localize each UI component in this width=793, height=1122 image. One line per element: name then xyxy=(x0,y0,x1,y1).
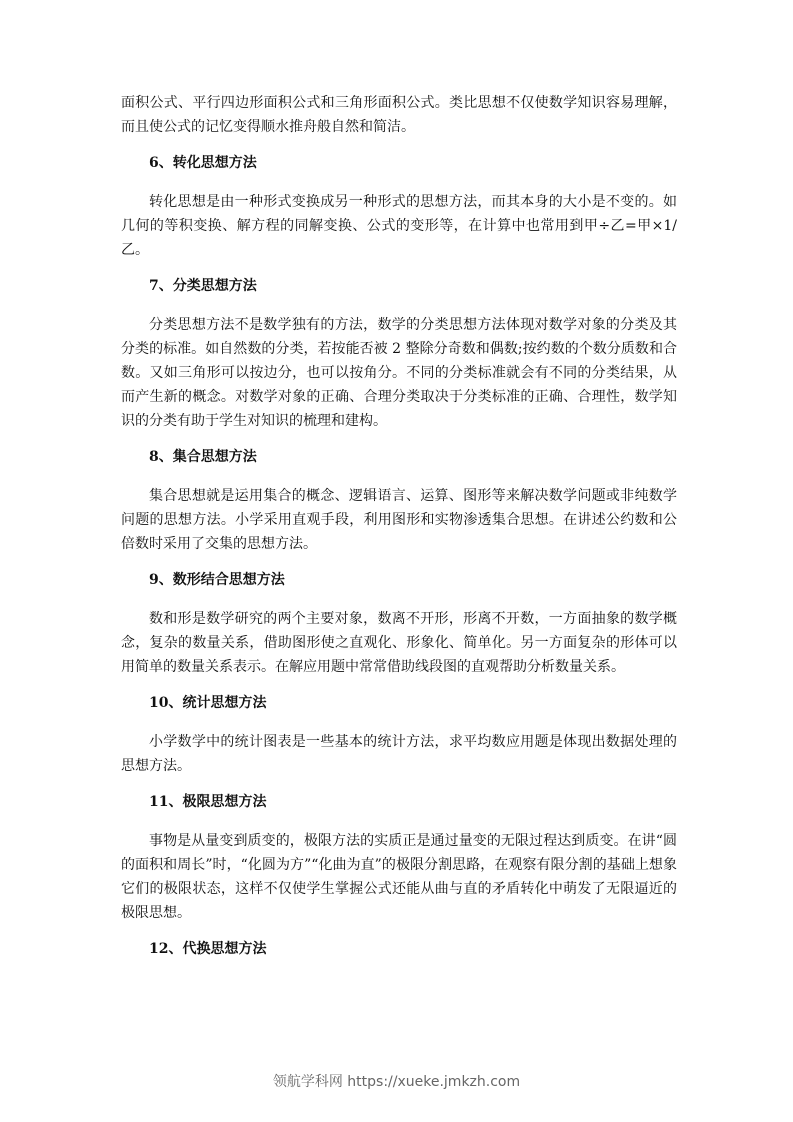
section-body-8: 集合思想就是运用集合的概念、逻辑语言、运算、图形等来解决数学问题或非纯数学问题的思想方法。小学采用直观手段，利用图形和实物渗透集合思想。在讲述公约数和公倍数时采用了交集的思想方法。 xyxy=(121,488,677,552)
section-heading-7: 7、分类思想方法 xyxy=(149,278,257,294)
section-heading-6: 6、转化思想方法 xyxy=(149,155,257,171)
footer-watermark: 领航学科网 https://xueke.jmkzh.com xyxy=(272,1074,521,1090)
section-body-11: 事物是从量变到质变的，极限方法的实质正是通过量变的无限过程达到质变。在讲“圆的面积和周长”时，“化圆为方”“化曲为直”的极限分割思路，在观察有限分割的基础上想象它们的极限状态，这样不仅使学生掌握公式还能从曲与直的矛盾转化中萌发了无限逼近的极限思想。 xyxy=(121,833,677,921)
section-body-6: 转化思想是由一种形式变换成另一种形式的思想方法，而其本身的大小是不变的。如几何的等积变换、解方程的同解变换、公式的变形等，在计算中也常用到甲÷乙=甲×1/乙。 xyxy=(121,194,677,258)
section-heading-10: 10、统计思想方法 xyxy=(149,695,267,711)
section-heading-11: 11、极限思想方法 xyxy=(149,794,267,810)
section-heading-8: 8、集合思想方法 xyxy=(149,449,257,465)
section-body-7: 分类思想方法不是数学独有的方法，数学的分类思想方法体现对数学对象的分类及其分类的标准。如自然数的分类，若按能否被 2 整除分奇数和偶数;按约数的个数分质数和合数。又如三角形可以按边分，也可以按角分。不同的分类标准就会有不同的分类结果，从而产生新的概念。对数学对象的正确、合理分类取决于分类标准的正确、合理性，数学知识的分类有助于学生对知识的梳理和建构。 xyxy=(121,317,677,429)
section-body-9: 数和形是数学研究的两个主要对象，数离不开形，形离不开数，一方面抽象的数学概念，复杂的数量关系，借助图形使之直观化、形象化、简单化。另一方面复杂的形体可以用简单的数量关系表示。在解应用题中常常借助线段图的直观帮助分析数量关系。 xyxy=(121,611,677,675)
section-heading-9: 9、数形结合思想方法 xyxy=(149,572,285,588)
intro-paragraph: 面积公式、平行四边形面积公式和三角形面积公式。类比思想不仅使数学知识容易理解，而且使公式的记忆变得顺水推舟般自然和简洁。 xyxy=(121,95,677,135)
document-body xyxy=(121,91,677,961)
section-heading-12: 12、代换思想方法 xyxy=(149,941,267,957)
section-body-10: 小学数学中的统计图表是一些基本的统计方法，求平均数应用题是体现出数据处理的思想方法。 xyxy=(121,734,677,774)
